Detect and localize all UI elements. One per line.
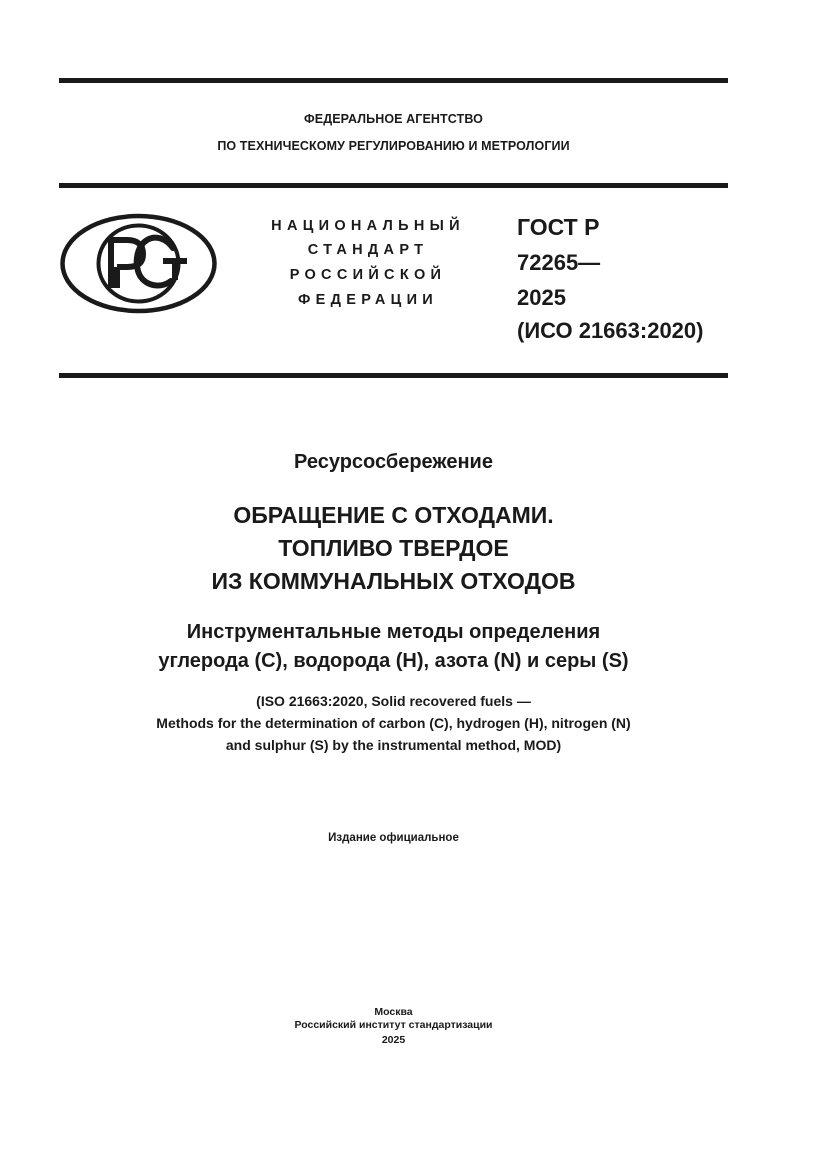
title-line-2: ТОПЛИВО ТВЕРДОЕ: [278, 535, 509, 561]
agency-line-2: ПО ТЕХНИЧЕСКОМУ РЕГУЛИРОВАНИЮ И МЕТРОЛОГИИ: [217, 139, 570, 153]
subtitle-line-2: углерода (С), водорода (Н), азота (N) и серы (S): [158, 650, 629, 672]
designation-line-4: (ИСО 21663:2020): [517, 318, 704, 343]
designation-line-2: 72265—: [517, 250, 601, 275]
imprint-city: Москва: [374, 1006, 413, 1018]
title-line-3: ИЗ КОММУНАЛЬНЫХ ОТХОДОВ: [211, 568, 576, 594]
national-standard-line-3: РОССИЙСКОЙ: [289, 267, 447, 283]
agency-line-1: ФЕДЕРАЛЬНОЕ АГЕНТСТВО: [304, 112, 483, 126]
designation-line-3: 2025: [517, 285, 566, 310]
imprint-publisher: Российский институт стандартизации: [294, 1019, 493, 1031]
iso-reference-line-3: and sulphur (S) by the instrumental method, MOD): [225, 737, 562, 753]
iso-reference-line-1: (ISO 21663:2020, Solid recovered fuels —: [256, 693, 531, 709]
subject-heading: Ресурсосбережение: [294, 451, 493, 473]
iso-reference-line-2: Methods for the determination of carbon (C), hydrogen (H), nitrogen (N): [156, 715, 631, 731]
top-rule: [59, 78, 728, 83]
header-rule: [59, 183, 728, 188]
national-standard-line-4: ФЕДЕРАЦИИ: [297, 292, 439, 308]
national-standard-line-1: НАЦИОНАЛЬНЫЙ: [271, 218, 465, 234]
imprint-year: 2025: [381, 1034, 406, 1046]
designation-rule: [59, 373, 728, 378]
title-line-1: ОБРАЩЕНИЕ С ОТХОДАМИ.: [233, 502, 554, 528]
national-standard-line-2: СТАНДАРТ: [307, 242, 429, 258]
subtitle-line-1: Инструментальные методы определения: [186, 621, 601, 643]
edition-label: Издание официальное: [328, 832, 459, 844]
rst-logo-icon: [59, 213, 218, 314]
designation-line-1: ГОСТ Р: [517, 214, 600, 240]
